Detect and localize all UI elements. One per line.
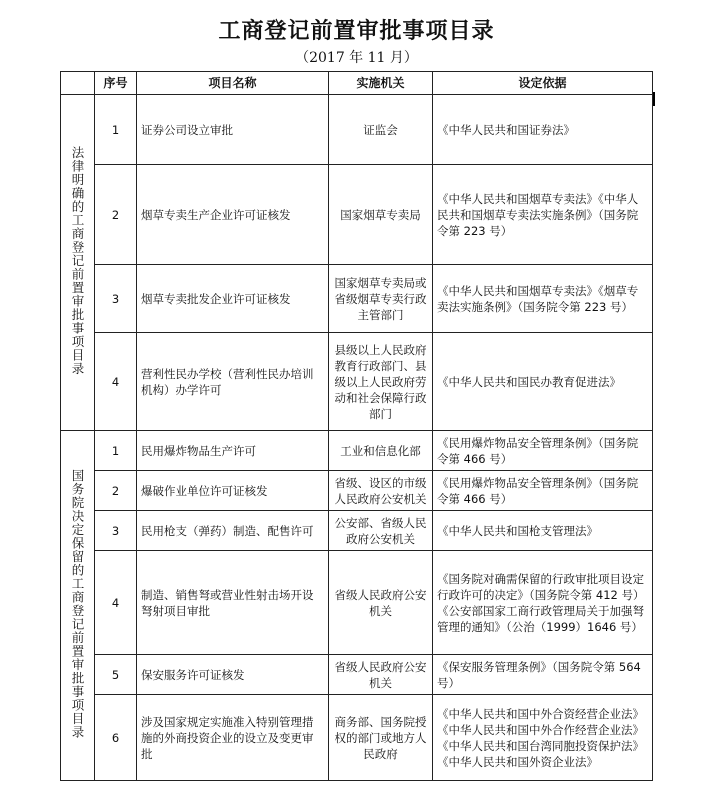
row-agency: 县级以上人民政府教育行政部门、县级以上人民政府劳动和社会保障行政部门 [329,333,433,431]
row-agency: 公安部、省级人民政府公安机关 [329,511,433,551]
row-project-name: 爆破作业单位许可证核发 [137,471,329,511]
row-project-name: 保安服务许可证核发 [137,655,329,695]
row-seq: 2 [95,165,137,265]
row-agency: 省级人民政府公安机关 [329,655,433,695]
row-agency: 工业和信息化部 [329,431,433,471]
table-row [61,265,653,333]
table-row [61,551,653,655]
page-subtitle: （2017 年 11 月） [295,50,418,66]
table-row [61,471,653,511]
header-category [61,72,95,95]
row-legal-basis: 《中华人民共和国烟草专卖法》《烟草专卖法实施条例》（国务院令第 223 号） [433,265,653,333]
row-project-name: 民用爆炸物品生产许可 [137,431,329,471]
row-seq: 3 [95,511,137,551]
row-project-name: 证券公司设立审批 [137,95,329,165]
row-seq: 3 [95,265,137,333]
row-seq: 1 [95,431,137,471]
row-agency: 省级、设区的市级人民政府公安机关 [329,471,433,511]
row-project-name: 民用枪支（弹药）制造、配售许可 [137,511,329,551]
row-agency: 证监会 [329,95,433,165]
table-row [61,333,653,431]
category-cell-law [61,95,95,431]
table-row [61,165,653,265]
category-label: 国务院决定保留的工商登记前置审批事项目录 [70,468,85,739]
header-legal-basis: 设定依据 [433,72,653,95]
row-agency: 国家烟草专卖局 [329,165,433,265]
table-row [61,95,653,165]
row-legal-basis: 《保安服务管理条例》（国务院令第 564 号） [433,655,653,695]
row-agency: 国家烟草专卖局或省级烟草专卖行政主管部门 [329,265,433,333]
row-project-name: 制造、销售弩或营业性射击场开设弩射项目审批 [137,551,329,655]
table-row [61,431,653,471]
table-header-row [61,72,653,95]
table-row [61,655,653,695]
approval-table [60,71,653,781]
margin-mark [653,92,655,106]
header-agency: 实施机关 [329,72,433,95]
row-legal-basis: 《中华人民共和国烟草专卖法》《中华人民共和国烟草专卖法实施条例》（国务院令第 223 号） [433,165,653,265]
row-agency: 省级人民政府公安机关 [329,551,433,655]
row-legal-basis: 《民用爆炸物品安全管理条例》（国务院令第 466 号） [433,471,653,511]
header-seq: 序号 [95,72,137,95]
row-seq: 1 [95,95,137,165]
table-row [61,695,653,781]
row-legal-basis: 《中华人民共和国证券法》 [433,95,653,165]
row-seq: 4 [95,551,137,655]
category-cell-state-council [61,431,95,781]
row-seq: 6 [95,695,137,781]
row-seq: 2 [95,471,137,511]
row-legal-basis: 《民用爆炸物品安全管理条例》（国务院令第 466 号） [433,431,653,471]
page-title: 工商登记前置审批事项目录 [218,19,495,44]
row-legal-basis: 《中华人民共和国民办教育促进法》 [433,333,653,431]
row-project-name: 营利性民办学校（营利性民办培训机构）办学许可 [137,333,329,431]
row-seq: 5 [95,655,137,695]
row-agency: 商务部、国务院授权的部门或地方人民政府 [329,695,433,781]
row-legal-basis: 《中华人民共和国枪支管理法》 [433,511,653,551]
row-legal-basis: 《国务院对确需保留的行政审批项目设定行政许可的决定》（国务院令第 412 号）《公安部国家工商行政管理局关于加强弩管理的通知》（公治（1999）1646 号） [433,551,653,655]
row-project-name: 烟草专卖生产企业许可证核发 [137,165,329,265]
category-label: 法律明确的工商登记前置审批事项目录 [70,145,85,376]
row-seq: 4 [95,333,137,431]
row-project-name: 烟草专卖批发企业许可证核发 [137,265,329,333]
table-row [61,511,653,551]
header-project-name: 项目名称 [137,72,329,95]
row-legal-basis: 《中华人民共和国中外合资经营企业法》《中华人民共和国中外合作经营企业法》《中华人民共和国台湾同胞投资保护法》《中华人民共和国外资企业法》 [433,695,653,781]
row-project-name: 涉及国家规定实施准入特别管理措施的外商投资企业的设立及变更审批 [137,695,329,781]
